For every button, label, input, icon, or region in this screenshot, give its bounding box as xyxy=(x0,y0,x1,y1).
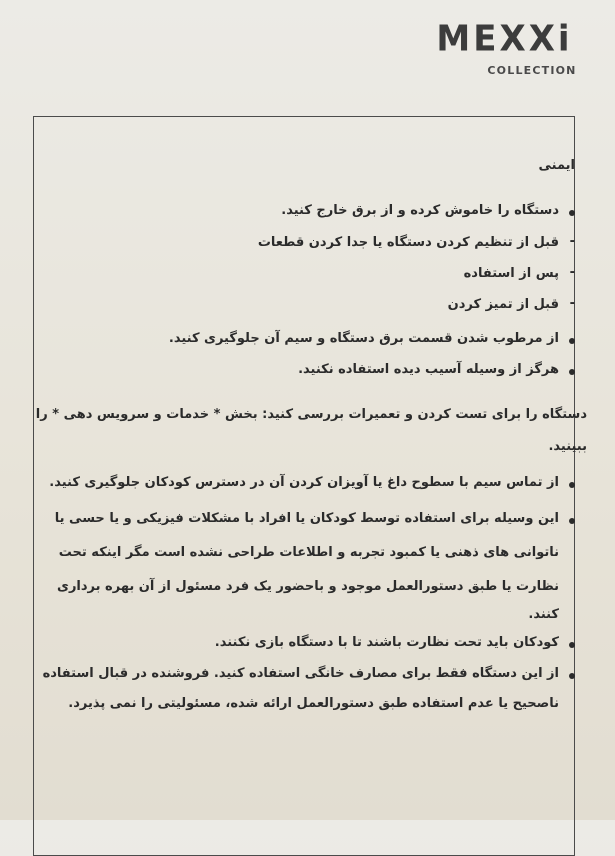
section-heading: ایمنی xyxy=(538,158,575,173)
bullet-marker xyxy=(569,482,575,488)
note-line: دستگاه را برای تست کردن و تعمیرات بررسی کنید: بخش * خدمات و سرویس دهی * را xyxy=(35,407,587,422)
dash-marker: - xyxy=(569,265,575,280)
list-item-continuation: نظارت یا طبق دستورالعمل موجود و باحضور یک فرد مسئول از آن بهره برداری xyxy=(57,579,559,594)
bullet-marker xyxy=(569,642,575,648)
list-item-continuation: ناتوانی های ذهنی یا کمبود تجربه و اطلاعات طراحی نشده است مگر اینکه تحت xyxy=(58,545,559,560)
list-item-continuation: ناصحیح یا عدم استفاده طبق دستورالعمل ارائه شده، مسئولیتی را نمی پذیرد. xyxy=(68,696,559,711)
bullet-marker xyxy=(569,673,575,679)
list-item: از این دستگاه فقط برای مصارف خانگی استفاده کنید. فروشنده در قبال استفاده xyxy=(42,666,559,681)
list-item-continuation: کنند. xyxy=(528,607,559,622)
sub-list-item: پس از استفاده xyxy=(463,266,559,281)
sub-list-item: قبل از تمیز کردن xyxy=(447,297,559,312)
dash-marker: - xyxy=(569,296,575,311)
brand-wordmark: MEXXi xyxy=(436,18,573,61)
brand-logo xyxy=(422,18,587,77)
bullet-marker xyxy=(569,518,575,524)
list-item: از مرطوب شدن قسمت برق دستگاه و سیم آن جلوگیری کنید. xyxy=(168,331,559,346)
bullet-marker xyxy=(569,369,575,375)
list-item: دستگاه را خاموش کرده و از برق خارج کنید. xyxy=(281,203,559,218)
list-item: از تماس سیم با سطوح داغ یا آویزان کردن آن در دسترس کودکان جلوگیری کنید. xyxy=(49,475,559,490)
bullet-marker xyxy=(569,338,575,344)
list-item: هرگز از وسیله آسیب دیده استفاده نکنید. xyxy=(298,362,559,377)
list-item: این وسیله برای استفاده توسط کودکان یا افراد با مشکلات فیزیکی و یا حسی یا xyxy=(54,511,559,526)
sub-list-item: قبل از تنظیم کردن دستگاه یا جدا کردن قطعات xyxy=(257,235,559,250)
note-line: ببینید. xyxy=(548,439,587,454)
dash-marker: - xyxy=(569,234,575,249)
list-item: کودکان باید تحت نظارت باشند تا با دستگاه بازی نکنند. xyxy=(214,635,559,650)
bullet-marker xyxy=(569,210,575,216)
brand-subtitle: COLLECTION xyxy=(487,64,577,77)
